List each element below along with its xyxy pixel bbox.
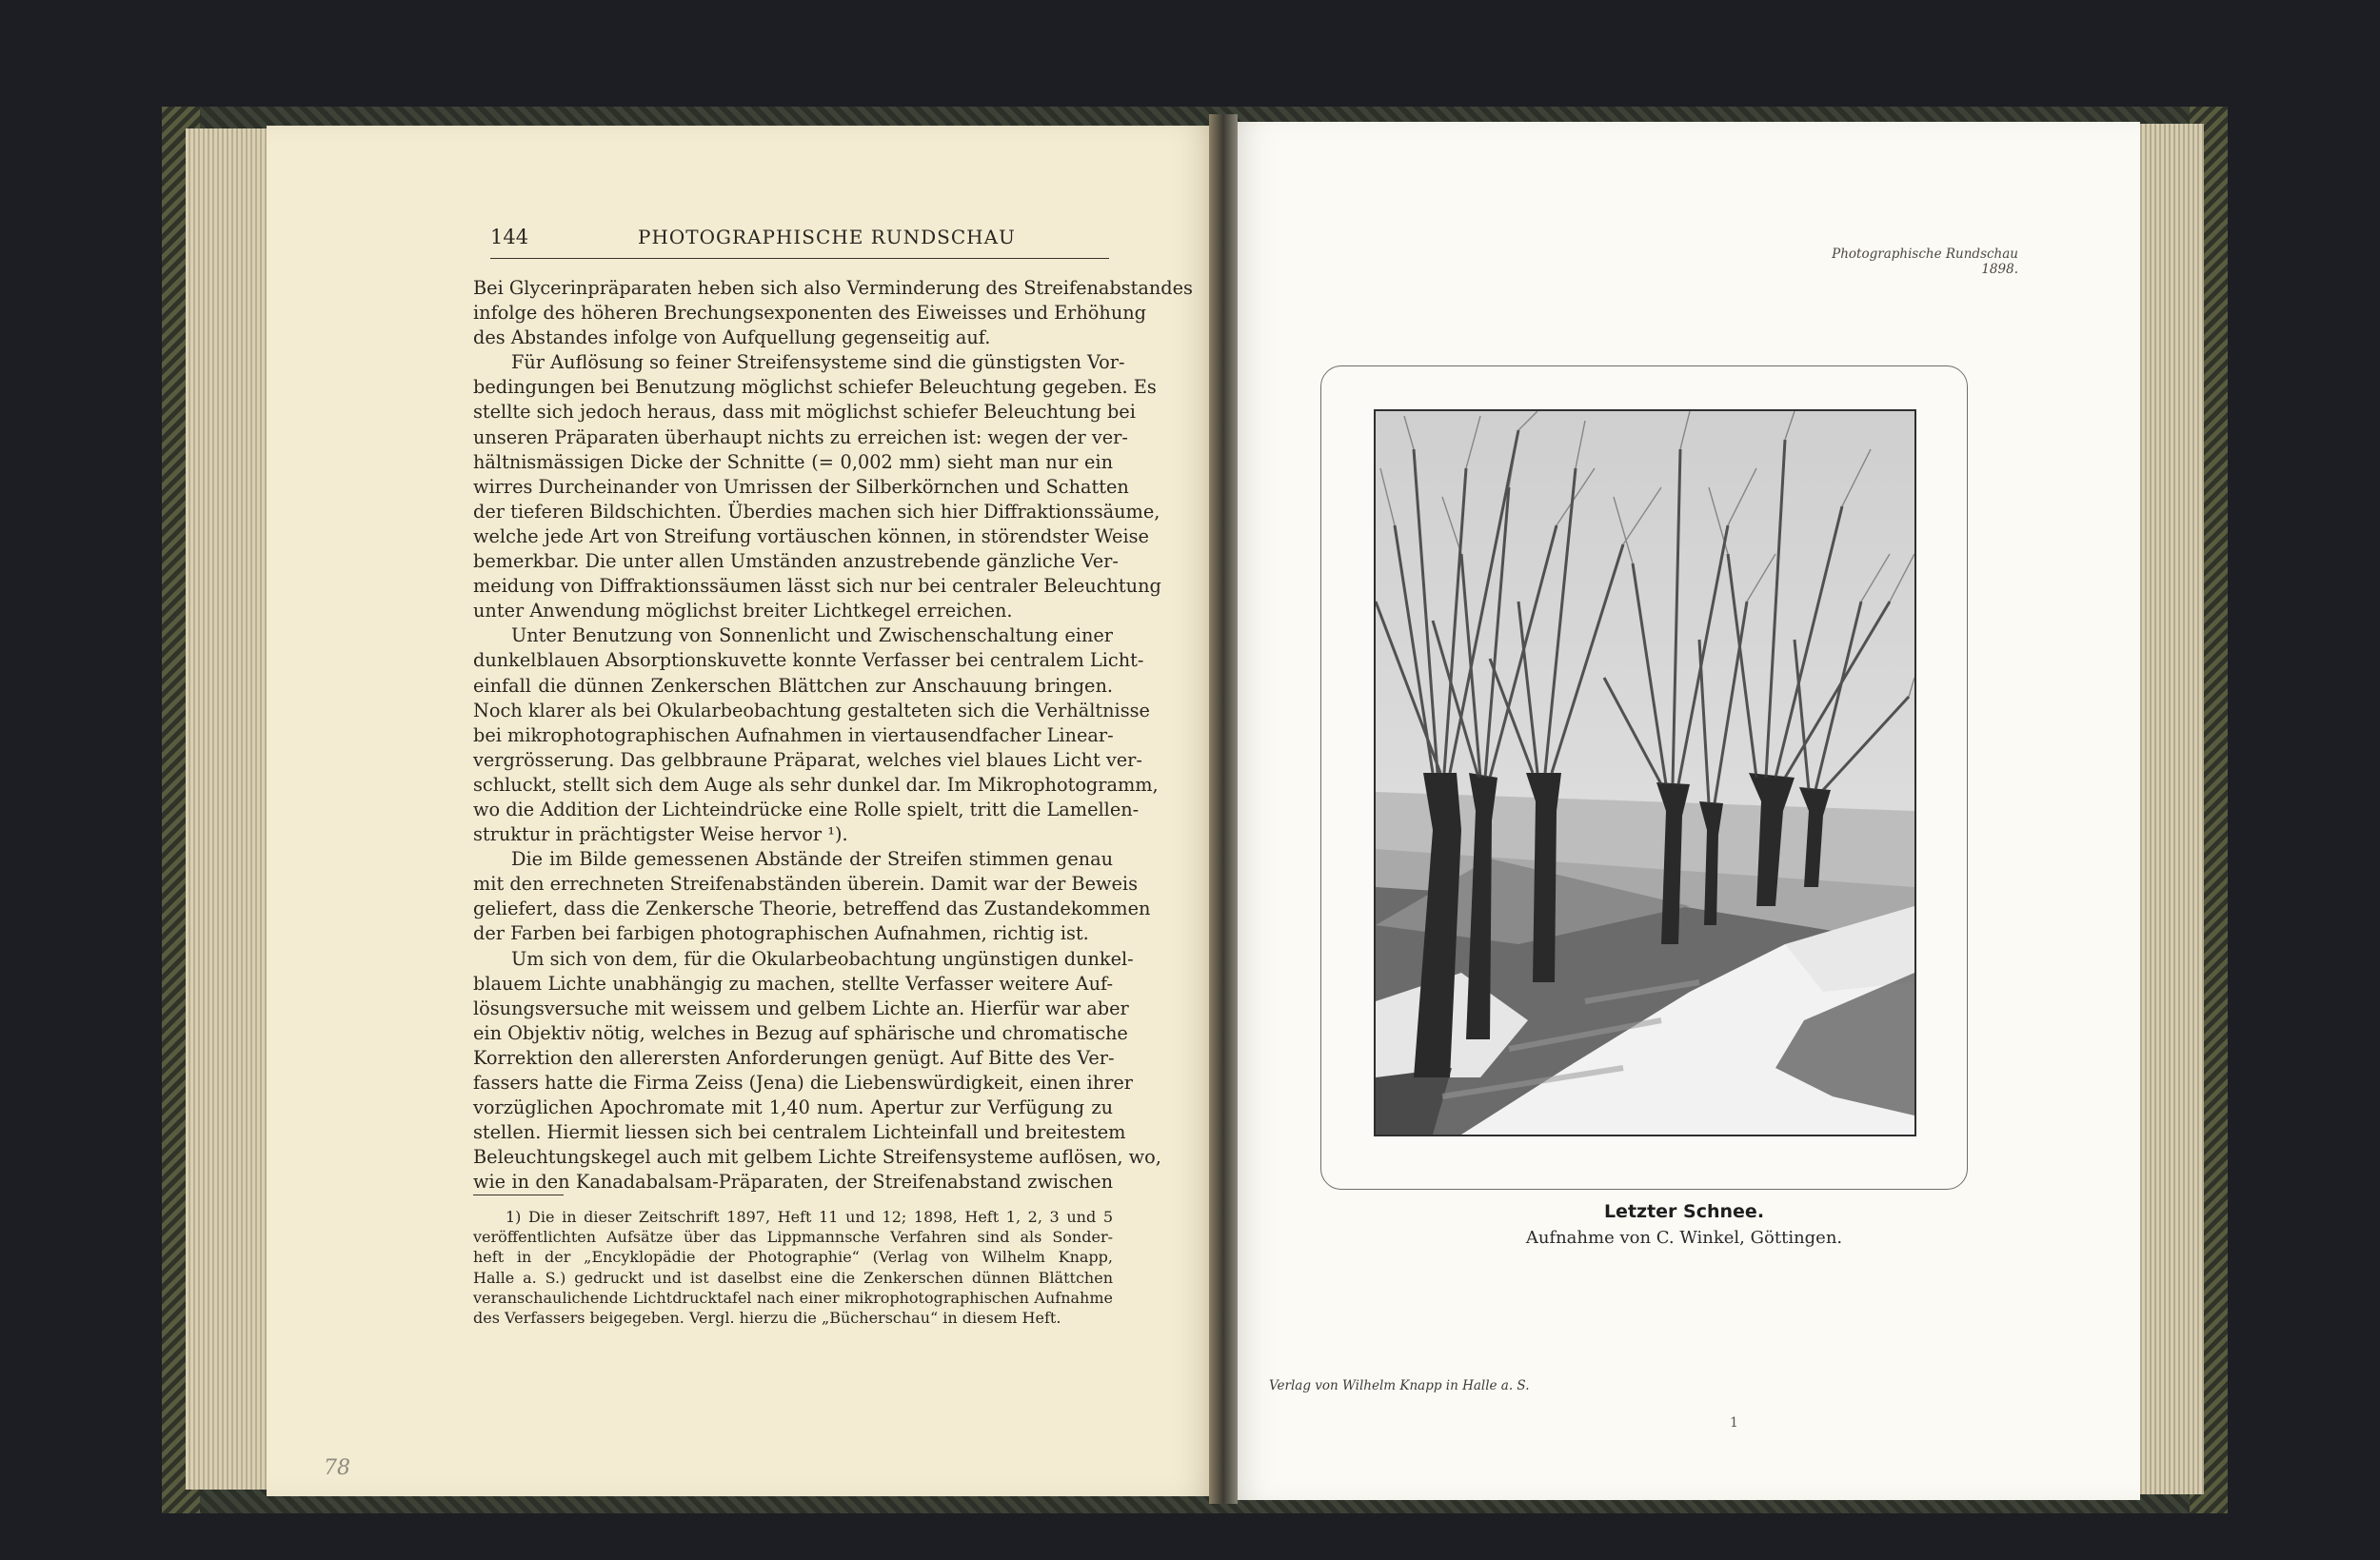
- body-line: Bei Glycerinpräparaten heben sich also Verminderung des Streifenabstandes: [473, 277, 1193, 299]
- body-line: Korrektion den allerersten Anforderungen genügt. Auf Bitte des Ver-: [473, 1046, 1115, 1069]
- winter-willows-photo: [1376, 411, 1914, 1135]
- caption-title: Letzter Schnee.: [1603, 1201, 1765, 1222]
- book-gutter: [1209, 114, 1238, 1504]
- body-line: struktur in prächtigster Weise hervor ¹).: [473, 823, 848, 846]
- body-line: bemerkbar. Die unter allen Umständen anzustrebende gänzliche Ver-: [473, 550, 1119, 573]
- photo-plate: [1374, 409, 1916, 1136]
- body-line: der tieferen Bildschichten. Überdies machen sich hier Diffraktionssäume,: [473, 500, 1160, 523]
- body-line: vorzüglichen Apochromate mit 1,40 num. Apertur zur Verfügung zu: [473, 1096, 1113, 1119]
- body-line: Um sich von dem, für die Okularbeobachtung ungünstigen dunkel-: [511, 947, 1134, 970]
- pencil-annotation: 78: [324, 1456, 350, 1480]
- body-line: infolge des höheren Brechungsexponenten des Eiweisses und Erhöhung: [473, 302, 1147, 325]
- body-line: wirres Durcheinander von Umrissen der Silberkörnchen und Schatten: [473, 475, 1129, 498]
- footnote-line: 1) Die in dieser Zeitschrift 1897, Heft 11 und 12; 1898, Heft 1, 2, 3 und 5: [506, 1208, 1113, 1226]
- footnote-line: heft in der „Encyklopädie der Photographie“ (Verlag von Wilhelm Knapp,: [473, 1248, 1113, 1267]
- page-stack-right: [2132, 124, 2204, 1494]
- body-line: meidung von Diffraktionssäumen lässt sich nur bei centraler Beleuchtung: [473, 575, 1161, 598]
- publisher-line: Verlag von Wilhelm Knapp in Halle a. S.: [1269, 1378, 1530, 1393]
- body-line: schluckt, stellt sich dem Auge als sehr dunkel dar. Im Mikrophotogramm,: [473, 773, 1159, 796]
- footnote-line: veranschaulichende Lichtdrucktafel nach einer mikrophotographischen Aufnahme: [473, 1288, 1113, 1307]
- footnote-line: des Verfassers beigegeben. Vergl. hierzu die „Bücherschau“ in diesem Heft.: [473, 1309, 1061, 1328]
- footnote-line: Halle a. S.) gedruckt und ist daselbst eine die Zenkerschen dünnen Blättchen: [473, 1268, 1113, 1287]
- body-line: Für Auflösung so feiner Streifensysteme sind die günstigsten Vor-: [511, 351, 1125, 374]
- body-line: geliefert, dass die Zenkersche Theorie, betreffend das Zustandekommen: [473, 898, 1151, 920]
- plate-header: Photographische Rundschau 1898.: [1832, 247, 2018, 277]
- page-number: 144: [490, 226, 529, 248]
- body-line: dunkelblauen Absorptionskuvette konnte Verfasser bei centralem Licht-: [473, 649, 1144, 672]
- body-line: blauem Lichte unabhängig zu machen, stellte Verfasser weitere Auf-: [473, 972, 1113, 995]
- caption-credit: Aufnahme von C. Winkel, Göttingen.: [1525, 1228, 1843, 1248]
- body-line: unter Anwendung möglichst breiter Lichtkegel erreichen.: [473, 600, 1013, 622]
- body-line: stellen. Hiermit liessen sich bei centralem Lichteinfall und breitestem: [473, 1121, 1126, 1144]
- running-title: PHOTOGRAPHISCHE RUNDSCHAU: [638, 226, 1016, 248]
- body-line: welche jede Art von Streifung vortäuschen können, in störendster Weise: [473, 524, 1149, 547]
- body-line: ein Objektiv nötig, welches in Bezug auf sphärische und chromatische: [473, 1021, 1128, 1044]
- body-line: Noch klarer als bei Okularbeobachtung gestalteten sich die Verhältnisse: [473, 699, 1150, 721]
- body-line: hältnismässigen Dicke der Schnitte (= 0,002 mm) sieht man nur ein: [473, 450, 1113, 473]
- body-line: bedingungen bei Benutzung möglichst schiefer Beleuchtung gegeben. Es: [473, 376, 1157, 399]
- body-line: unseren Präparaten überhaupt nichts zu erreichen ist: wegen der ver-: [473, 425, 1128, 448]
- body-line: Die im Bilde gemessenen Abstände der Streifen stimmen genau: [511, 848, 1113, 871]
- footnote: [473, 1207, 1113, 1328]
- body-text: [473, 276, 1193, 1195]
- running-head: [490, 226, 1109, 259]
- footnote-line: veröffentlichten Aufsätze über das Lippmannsche Verfahren sind als Sonder-: [473, 1228, 1113, 1247]
- body-line: wo die Addition der Lichteindrücke eine Rolle spielt, tritt die Lamellen-: [473, 798, 1140, 820]
- body-line: vergrösserung. Das gelbbraune Präparat, welches viel blaues Licht ver-: [473, 748, 1142, 771]
- body-line: der Farben bei farbigen photographischen Aufnahmen, richtig ist.: [473, 922, 1089, 945]
- body-line: des Abstandes infolge von Aufquellung gegenseitig auf.: [473, 326, 991, 349]
- body-line: stellte sich jedoch heraus, dass mit möglichst schiefer Beleuchtung bei: [473, 401, 1136, 424]
- body-line: lösungsversuche mit weissem und gelbem Lichte an. Hierfür war aber: [473, 997, 1129, 1019]
- body-line: fassers hatte die Firma Zeiss (Jena) die Liebenswürdigkeit, einen ihrer: [473, 1072, 1133, 1094]
- body-line: wie in den Kanadabalsam-Präparaten, der Streifenabstand zwischen: [473, 1171, 1113, 1194]
- body-line: bei mikrophotographischen Aufnahmen in viertausendfacher Linear-: [473, 723, 1114, 746]
- page-mark: 1: [1730, 1415, 1738, 1431]
- body-line: einfall die dünnen Zenkerschen Blättchen zur Anschauung bringen.: [473, 674, 1113, 697]
- body-line: mit den errechneten Streifenabständen überein. Damit war der Beweis: [473, 873, 1138, 896]
- body-line: Unter Benutzung von Sonnenlicht und Zwischenschaltung einer: [511, 624, 1113, 647]
- body-line: Beleuchtungskegel auch mit gelbem Lichte Streifensysteme auflösen, wo,: [473, 1146, 1161, 1169]
